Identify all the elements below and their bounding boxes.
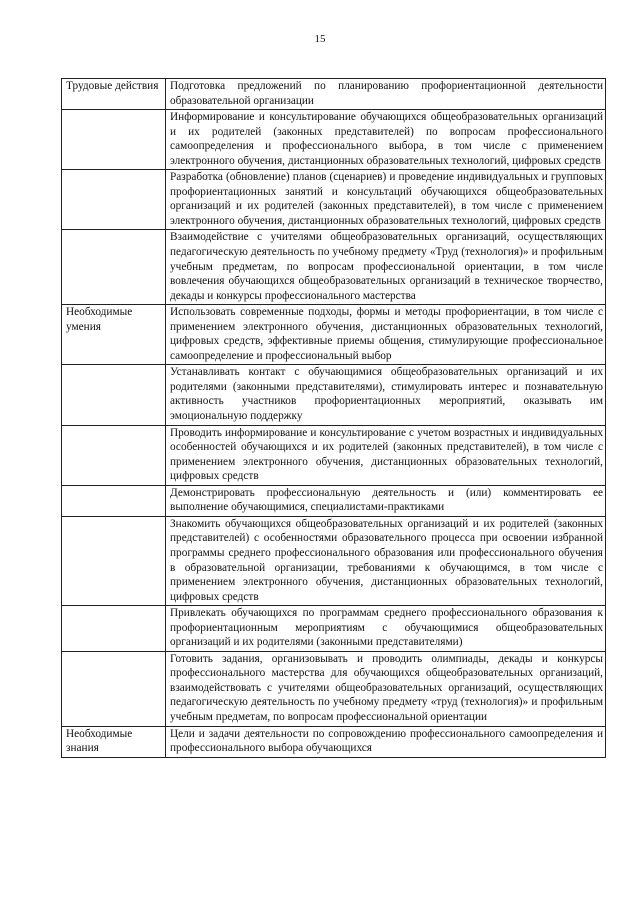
table-row: [62, 606, 606, 652]
row-text: Подготовка предложений по планированию профориентационной деятельности образовательной организации: [166, 79, 606, 110]
table-row: [62, 79, 606, 110]
table-row: [62, 365, 606, 425]
table-row: [62, 425, 606, 485]
page-number: 15: [314, 33, 326, 45]
row-text: Привлекать обучающихся по программам среднего профессионального образования к профориентационным мероприятиям с обучающимися общеобразовательных организаций и их родителями (законными представителями): [166, 606, 606, 652]
table-row: [62, 170, 606, 230]
row-text: Цели и задачи деятельности по сопровождению профессионального самоопределения и профессионального выбора обучающихся: [166, 726, 606, 757]
row-label: [62, 110, 166, 170]
row-label-required-skills: Необходимые умения: [62, 305, 166, 365]
row-text: Взаимодействие с учителями общеобразовательных организаций, осуществляющих педагогическую деятельность по учебному предмету «Труд (технология)» и профильным учебным предметам, по вопросам профессиональной ориентации, в том числе вовлечения обучающихся общеобразовательных организаций в техническое творчество, декады и конкурсы профессионального мастерства: [166, 230, 606, 305]
row-label: [62, 230, 166, 305]
row-text: Устанавливать контакт с обучающимися общеобразовательных организаций и их родителями (законными представителями), стимулировать интерес и познавательную активность участников профориентационных мероприятий, оказывать им эмоциональную поддержку: [166, 365, 606, 425]
row-text: Использовать современные подходы, формы и методы профориентации, в том числе с применением электронного обучения, дистанционных образовательных технологий, цифровых средств, эффективные приемы общения, стимулирующие профессиональное самоопределение и профессиональный выбор: [166, 305, 606, 365]
row-label: [62, 485, 166, 516]
table-row: [62, 110, 606, 170]
row-text: Демонстрировать профессиональную деятельность и (или) комментировать ее выполнение обучающимися, специалистами-практиками: [166, 485, 606, 516]
row-text: Проводить информирование и консультирование с учетом возрастных и индивидуальных особенностей обучающихся и их родителей (законных представителей), в том числе с применением электронного обучения, дистанционных образовательных технологий, цифровых средств: [166, 425, 606, 485]
row-text: Разработка (обновление) планов (сценариев) и проведение индивидуальных и групповых профориентационных занятий и консультаций обучающихся общеобразовательных организаций и их родителей (законных представителей), в том числе с применением электронного обучения, дистанционных образовательных технологий, цифровых средств: [166, 170, 606, 230]
row-label: [62, 425, 166, 485]
table-row: [62, 230, 606, 305]
row-label-labor-actions: Трудовые действия: [62, 79, 166, 110]
row-label-required-knowledge: Необходимые знания: [62, 726, 166, 757]
table-row: [62, 305, 606, 365]
table-row: [62, 726, 606, 757]
table-row: [62, 485, 606, 516]
row-label: [62, 170, 166, 230]
row-text: Знакомить обучающихся общеобразовательных организаций и их родителей (законных представителей) с особенностями образовательного процесса при освоении избранной программы среднего профессионального образования или профессионального обучения в образовательной организации, требованиями к обучающимся, в том числе с применением электронного обучения, дистанционных образовательных технологий, цифровых средств: [166, 516, 606, 605]
row-label: [62, 516, 166, 605]
row-text: Информирование и консультирование обучающихся общеобразовательных организаций и их родителей (законных представителей) по вопросам профессионального самоопределения и профессионального выбора, в том числе с применением электронного обучения, дистанционных образовательных технологий, цифровых средств: [166, 110, 606, 170]
table-row: [62, 516, 606, 605]
table-row: [62, 651, 606, 726]
row-label: [62, 365, 166, 425]
row-text: Готовить задания, организовывать и проводить олимпиады, декады и конкурсы профессионального мастерства для обучающихся общеобразовательных организаций, взаимодействовать с учителями общеобразовательных организаций, осуществляющих педагогическую деятельность по учебному предмету «труд (технология)» и профильным учебным предметам, по вопросам профессиональной ориентации: [166, 651, 606, 726]
requirements-table: [61, 78, 606, 758]
row-label: [62, 651, 166, 726]
row-label: [62, 606, 166, 652]
